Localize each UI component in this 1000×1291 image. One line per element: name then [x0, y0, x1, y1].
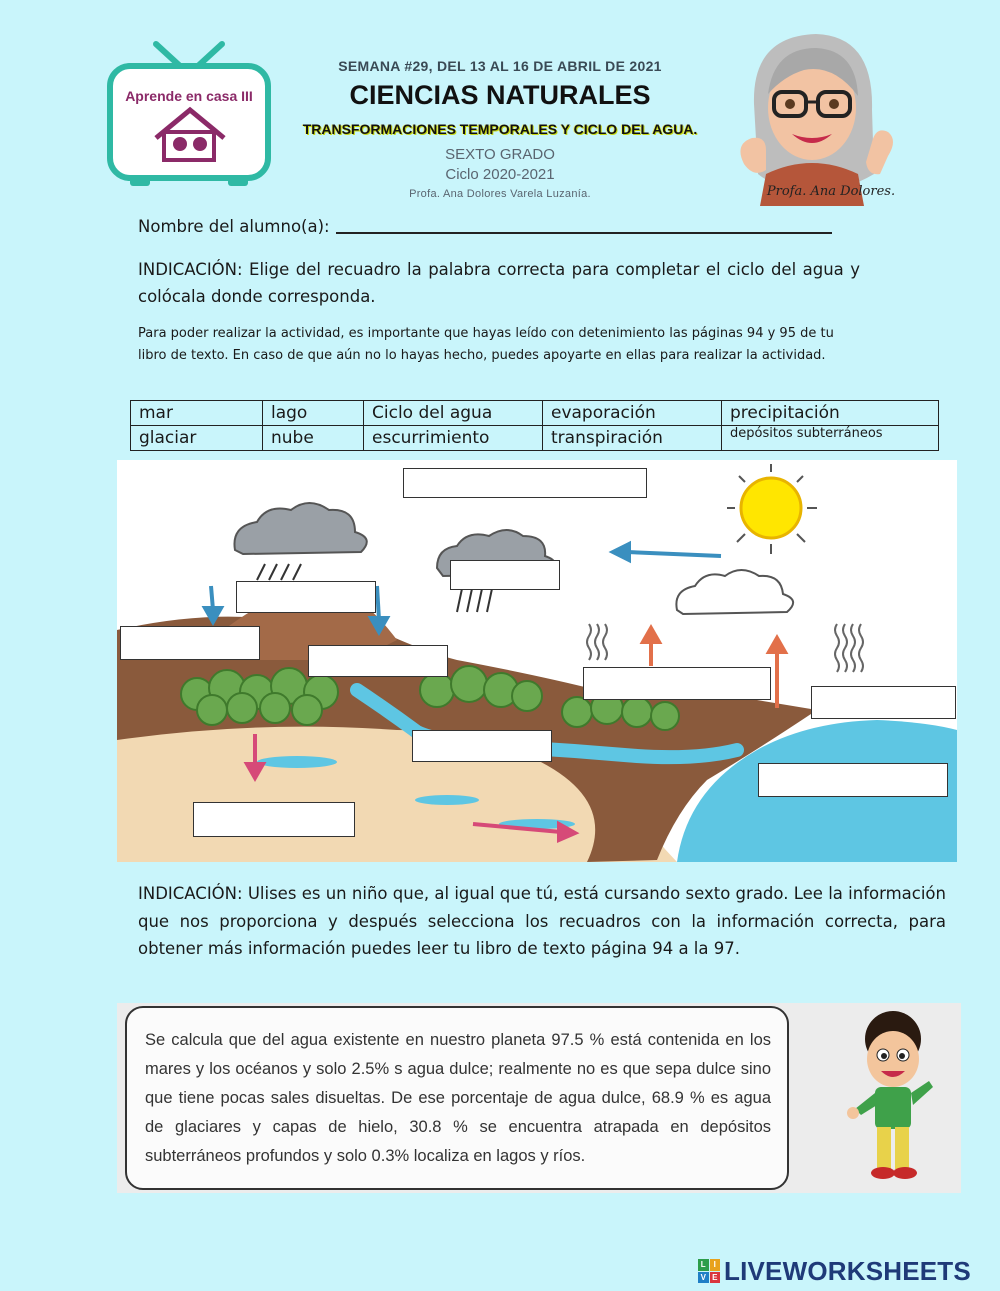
water-cycle-diagram: [117, 460, 957, 862]
answer-box-sea[interactable]: [758, 763, 948, 797]
week-label: SEMANA #29, DEL 13 AL 16 DE ABRIL DE 2021: [338, 58, 662, 74]
answer-box-runoff[interactable]: [308, 645, 448, 677]
word-bank-table: [130, 400, 939, 451]
grade-label: SEXTO GRADO: [445, 146, 555, 163]
student-name-row: [138, 214, 832, 236]
badge-letter: E: [710, 1272, 721, 1284]
boy-ulises-image: [837, 1009, 947, 1189]
answer-box-evaporation[interactable]: [811, 686, 956, 719]
word-bank-row: [131, 401, 939, 426]
teacher-signature: Profa. Ana Dolores.: [766, 184, 896, 199]
word-bank-cell: escurrimiento: [364, 426, 543, 451]
word-bank-cell: depósitos subterráneos: [722, 426, 939, 451]
answer-box-title[interactable]: [403, 468, 647, 498]
answer-box-lake[interactable]: [412, 730, 552, 762]
word-bank-cell: precipitación: [722, 401, 939, 426]
badge-letter: V: [698, 1272, 709, 1284]
word-bank-cell: Ciclo del agua: [364, 401, 543, 426]
info-card-text: Se calcula que del agua existente en nuestro planeta 97.5 % está contenida en los mares y los océanos y solo 2.5% s agua dulce; realmente no es que sepa dulce sino que tiene pocas sales disueltas. De ese porcentaje de agua dulce, 68.9 % es agua de glaciares y capas de hielo, 30.8 % se encuentra atrapada en depósitos subterráneos profundos y solo 0.3% localiza en lagos y ríos.: [125, 1006, 789, 1190]
badge-letter: L: [698, 1259, 709, 1271]
cycle-label: Ciclo 2020-2021: [445, 166, 555, 183]
word-bank-cell: nube: [263, 426, 364, 451]
answer-box-groundwater[interactable]: [193, 802, 355, 837]
liveworksheets-logo[interactable]: [698, 1256, 971, 1286]
word-bank-cell: lago: [263, 401, 364, 426]
liveworksheets-badge-icon: [698, 1259, 720, 1283]
subject-title: CIENCIAS NATURALES: [349, 80, 651, 110]
instruction-1: INDICACIÓN: Elige del recuadro la palabra correcta para completar el ciclo del agua y colócala donde corresponda.: [138, 260, 860, 306]
teacher-avatar-image: [724, 24, 900, 206]
word-bank-row: [131, 426, 939, 451]
teacher-name: Profa. Ana Dolores Varela Luzanía.: [409, 188, 591, 200]
instruction-2: INDICACIÓN: Ulises es un niño que, al igual que tú, está cursando sexto grado. Lee la información que nos proporciona y después selecciona los recuadros con la información correcta, para obtener más información puedes leer tu libro de texto página 94 a la 97.: [138, 884, 946, 958]
reading-note: Para poder realizar la actividad, es importante que hayas leído con detenimiento las páginas 94 y 95 de tu libro de texto. En caso de que aún no lo hayas hecho, puedes apoyarte en ellas para realizar la actividad.: [138, 326, 834, 363]
student-name-label: Nombre del alumno(a):: [138, 217, 330, 236]
word-bank-cell: glaciar: [131, 426, 263, 451]
word-bank-cell: evaporación: [543, 401, 722, 426]
word-bank-cell: transpiración: [543, 426, 722, 451]
word-bank-cell: mar: [131, 401, 263, 426]
answer-box-transpiration[interactable]: [583, 667, 771, 700]
answer-box-cloud[interactable]: [450, 560, 560, 590]
info-card-section: [117, 1003, 961, 1193]
badge-letter: I: [710, 1259, 721, 1271]
logo-text: Aprende en casa III: [125, 88, 253, 104]
answer-box-glacier[interactable]: [120, 626, 260, 660]
liveworksheets-brand-text: LIVEWORKSHEETS: [724, 1255, 971, 1286]
student-name-field[interactable]: [336, 214, 832, 234]
answer-box-precipitation[interactable]: [236, 581, 376, 613]
aprende-en-casa-logo: [106, 40, 272, 190]
topic-title: TRANSFORMACIONES TEMPORALES Y CICLO DEL AGUA.: [302, 121, 698, 137]
